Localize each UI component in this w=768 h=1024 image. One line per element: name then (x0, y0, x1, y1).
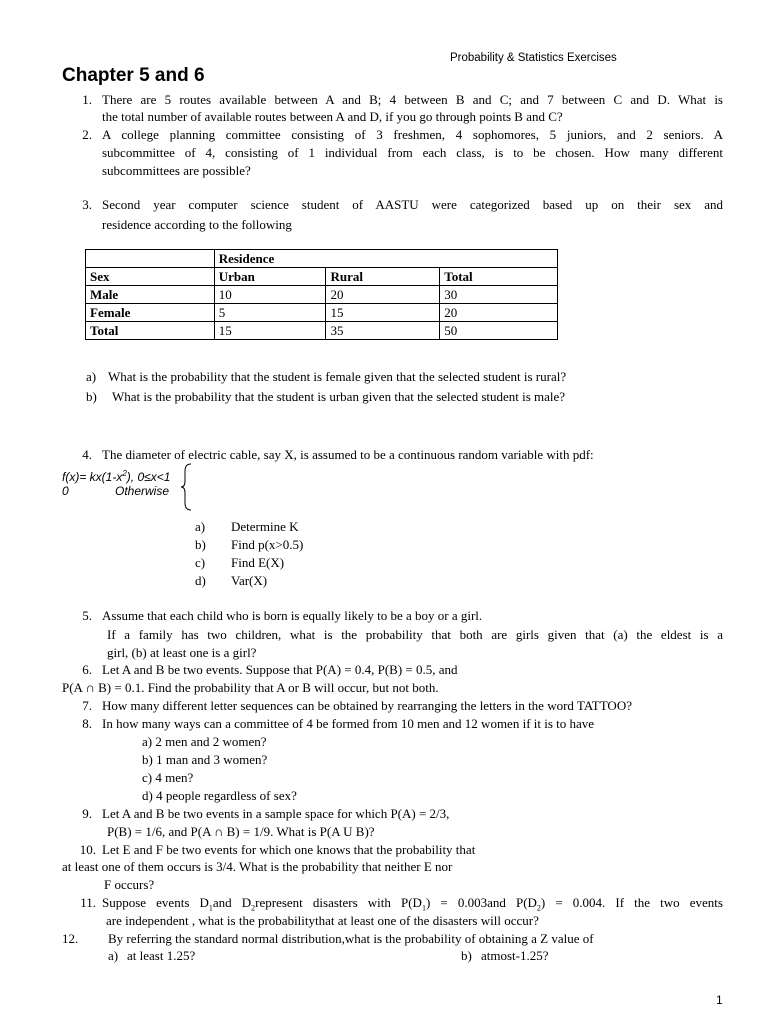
question-number: 2. (82, 127, 92, 142)
table-cell: 35 (326, 322, 440, 340)
question-number: 11. (80, 895, 96, 910)
question-text: How many different letter sequences can be obtained by rearranging the letters in the word TATTOO? (102, 698, 632, 713)
question-number: 4. (82, 447, 92, 462)
table-cell: 30 (440, 286, 558, 304)
sub-question-label: d) (195, 573, 206, 588)
pdf-formula: $f(x)= kx(1-x^2)$, 0≤x<1 (62, 469, 171, 484)
question-text: Suppose events $D_1and$ $D_2represent$ disasters with $P(D_1) = 0.003and$ $P(D_2) = 0.004$. If the two events (102, 895, 723, 913)
row-label: Female (86, 304, 215, 322)
pdf-otherwise-value: 0 (62, 484, 69, 498)
sub-question-label: c) (195, 555, 206, 570)
question-text: Assume that each child who is born is equally likely to be a boy or a girl. (102, 608, 483, 623)
question-text: subcommittees are possible? (102, 163, 251, 178)
sub-question-label: b) (461, 948, 472, 963)
question-text: are independent , what is the probabilitythat at least one of the disasters will occur? (106, 913, 539, 928)
table-cell: 15 (214, 322, 326, 340)
sub-question-text: What is the probability that the student is urban given that the selected student is male? (112, 389, 566, 404)
table-header-total: Total (440, 268, 558, 286)
question-text: Second year computer science student of AASTU were categorized based up on their sex and (102, 197, 723, 212)
sub-question-text: Var(X) (231, 573, 268, 588)
sub-question-text: Determine K (231, 519, 299, 534)
question-number: 12. (62, 931, 79, 946)
sub-question-label: b) (86, 389, 97, 404)
sub-question-label: a) (108, 948, 119, 963)
question-number: 9. (82, 806, 92, 821)
question-text: Let A and B be two events in a sample space for which P(A) = 2/3, (102, 806, 450, 821)
brace-icon (180, 463, 194, 511)
sub-question-text: at least 1.25? (127, 948, 196, 963)
question-text: subcommittee of 4, consisting of 1 individual from each class, is to be chosen. How many different (102, 145, 723, 160)
sub-question-text: a) 2 men and 2 women? (142, 734, 267, 749)
table-cell: 50 (440, 322, 558, 340)
question-text: P(A ∩ B) = 0.1. Find the probability that A or B will occur, but not both. (62, 680, 439, 695)
row-label: Total (86, 322, 215, 340)
question-text: the total number of available routes between A and D, if you go through points B and C? (102, 109, 563, 124)
table-cell: 15 (326, 304, 440, 322)
question-text: If a family has two children, what is the probability that both are girls given that (a) the eldest is a (107, 627, 723, 642)
question-text: The diameter of electric cable, say X, is assumed to be a continuous random variable with pdf: (102, 447, 594, 462)
table-row (86, 322, 558, 340)
sub-question-text: What is the probability that the student is female given that the selected student is rural? (108, 369, 567, 384)
table-header-urban: Urban (214, 268, 326, 286)
page-number: 1 (716, 993, 723, 1007)
sub-question-text: Find p(x>0.5) (231, 537, 304, 552)
row-label: Male (86, 286, 215, 304)
page-header: Probability & Statistics Exercises (450, 52, 617, 64)
pdf-otherwise-label: Otherwise (115, 484, 170, 498)
table-cell: 5 (214, 304, 326, 322)
table-row (86, 286, 558, 304)
sub-question-text: atmost-1.25? (481, 948, 549, 963)
question-text: at least one of them occurs is 3/4. What is the probability that neither E nor (62, 859, 453, 874)
question-text: In how many ways can a committee of 4 be formed from 10 men and 12 women if it is to have (102, 716, 595, 731)
table-cell: 20 (440, 304, 558, 322)
question-text: Let E and F be two events for which one knows that the probability that (102, 842, 476, 857)
question-number: 7. (82, 698, 92, 713)
table-row (86, 250, 558, 268)
question-text: By referring the standard normal distribution,what is the probability of obtaining a Z value of (108, 931, 594, 946)
sub-question-text: d) 4 people regardless of sex? (142, 788, 297, 803)
table-header-sex: Sex (86, 268, 215, 286)
question-text: F occurs? (104, 877, 155, 892)
chapter-title: Chapter 5 and 6 (62, 65, 205, 86)
question-text: There are 5 routes available between A and B; 4 between B and C; and 7 between C and D. What is (102, 92, 723, 107)
table-header-rural: Rural (326, 268, 440, 286)
sub-question-text: c) 4 men? (142, 770, 194, 785)
question-text: residence according to the following (102, 217, 292, 232)
table-cell: 10 (214, 286, 326, 304)
sub-question-label: b) (195, 537, 206, 552)
residence-table (85, 249, 558, 340)
question-text: Let A and B be two events. Suppose that P(A) = 0.4, P(B) = 0.5, and (102, 662, 458, 677)
sub-question-label: a) (86, 369, 97, 384)
table-row (86, 304, 558, 322)
sub-question-text: Find E(X) (231, 555, 285, 570)
question-number: 6. (82, 662, 92, 677)
question-number: 1. (82, 92, 92, 107)
question-text: A college planning committee consisting of 3 freshmen, 4 sophomores, 5 juniors, and 2 seniors. A (102, 127, 723, 142)
question-number: 10. (79, 842, 96, 857)
table-cell: 20 (326, 286, 440, 304)
question-number: 5. (82, 608, 92, 623)
table-header-residence: Residence (214, 250, 557, 268)
question-text: girl, (b) at least one is a girl? (107, 645, 257, 660)
question-number: 8. (82, 716, 92, 731)
table-cell (86, 250, 215, 268)
question-text: P(B) = 1/6, and P(A ∩ B) = 1/9. What is P(A U B)? (107, 824, 375, 839)
sub-question-label: a) (195, 519, 206, 534)
table-row (86, 268, 558, 286)
sub-question-text: b) 1 man and 3 women? (142, 752, 268, 767)
question-number: 3. (82, 197, 92, 212)
